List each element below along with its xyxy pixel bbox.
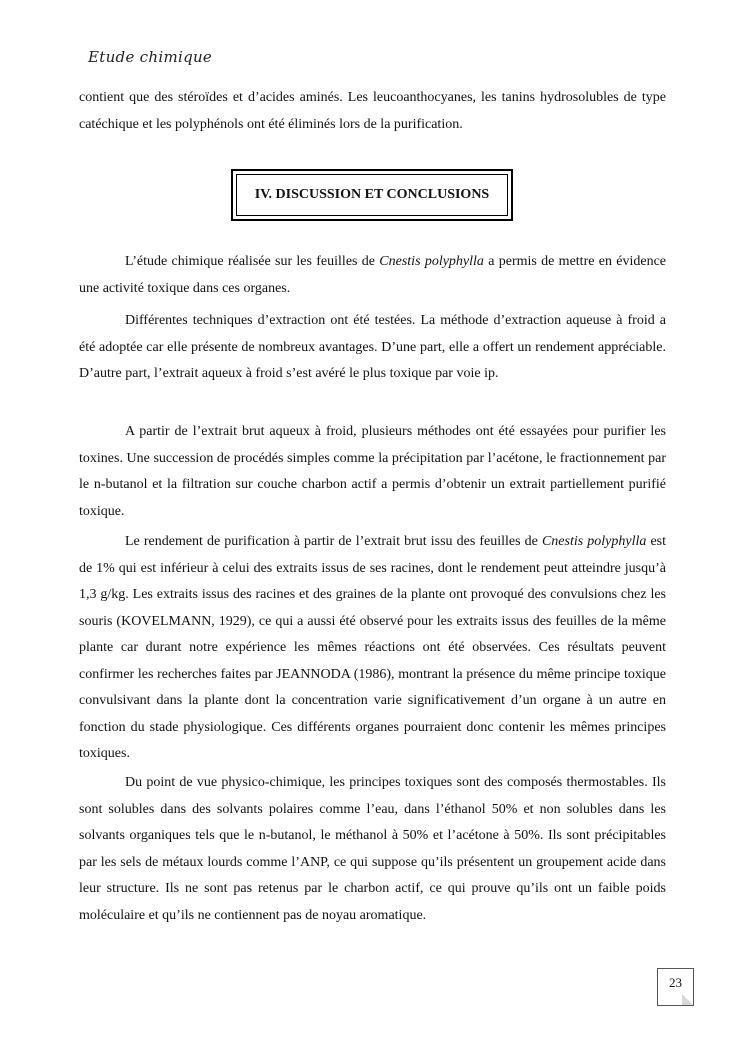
section-title: IV. DISCUSSION ET CONCLUSIONS (236, 174, 508, 216)
paragraph-1-text-a: L’étude chimique réalisée sur les feuilles de (125, 254, 380, 269)
paragraph-4-text-a: Le rendement de purification à partir de l’extrait brut issu des feuilles de (125, 534, 542, 549)
paragraph-1 (79, 249, 666, 302)
paragraph-1-text-b: a permis de mettre en évidence une activité toxique dans ces organes. (79, 254, 667, 296)
page-number: 23 (657, 968, 694, 1006)
intro-paragraph: contient que des stéroïdes et d’acides aminés. Les leucoanthocyanes, les tanins hydrosolubles de type catéchique et les polyphénols ont été éliminés lors de la purification. (79, 90, 666, 132)
paragraph-5: Du point de vue physico-chimique, les principes toxiques sont des composés thermostables. Ils sont solubles dans des solvants polaires comme l’eau, dans l’éthanol 50% et non solubles dans les solvants organiques tels que le n-butanol, le méthanol à 50% et l’acétone à 50%. Ils sont précipitables par les sels de métaux lourds comme l’ANP, ce qui suppose qu’ils présentent un groupement acide dans leur structure. Ils ne sont pas retenus par le charbon actif, ce qui prouve qu’ils ont un faible poids moléculaire et qu’ils ne contiennent pas de noyau aromatique. (79, 775, 666, 923)
paragraph-4-text-b: est de 1% qui est inférieur à celui des extraits issus de ses racines, dont le rendement peut atteindre jusqu’à 1,3 g/kg. Les extraits issus des racines et des graines de la plante ont provoqué des convulsions chez les souris (KOVELMANN, 1929), ce qui a aussi été observé pour les extraits issus des feuilles de la même plante car durant notre expérience les mêmes réactions ont été observées. Ces résultats peuvent confirmer les recherches faites par JEANNODA (1986), montrant la présence du même principe toxique convulsivant dans la plante dont la concentration varie significativement d’un organe à un autre en fonction du stade physiologique. Ces différents organes pourraient donc contenir les mêmes principes toxiques. (79, 534, 666, 761)
paragraph-2: Différentes techniques d’extraction ont été testées. La méthode d’extraction aqueuse à froid a été adoptée car elle présente de nombreux avantages. D’une part, elle a offert un rendement appréciable. D’autre part, l’extrait aqueux à froid s’est avéré le plus toxique par voie ip. (79, 313, 666, 381)
paragraph-3: A partir de l’extrait brut aqueux à froid, plusieurs méthodes ont été essayées pour purifier les toxines. Une succession de procédés simples comme la précipitation par l’acétone, le fractionnement par le n-butanol et la filtration sur couche charbon actif a permis d’obtenir un extrait partiellement purifié toxique. (79, 424, 666, 519)
section-title-box (231, 169, 513, 221)
species-name: Cnestis polyphylla (379, 254, 484, 269)
species-name: Cnestis polyphylla (541, 534, 647, 549)
paragraph-4 (79, 529, 666, 768)
page-curl-decoration (682, 994, 693, 1005)
running-header: Etude chimique (88, 48, 213, 66)
